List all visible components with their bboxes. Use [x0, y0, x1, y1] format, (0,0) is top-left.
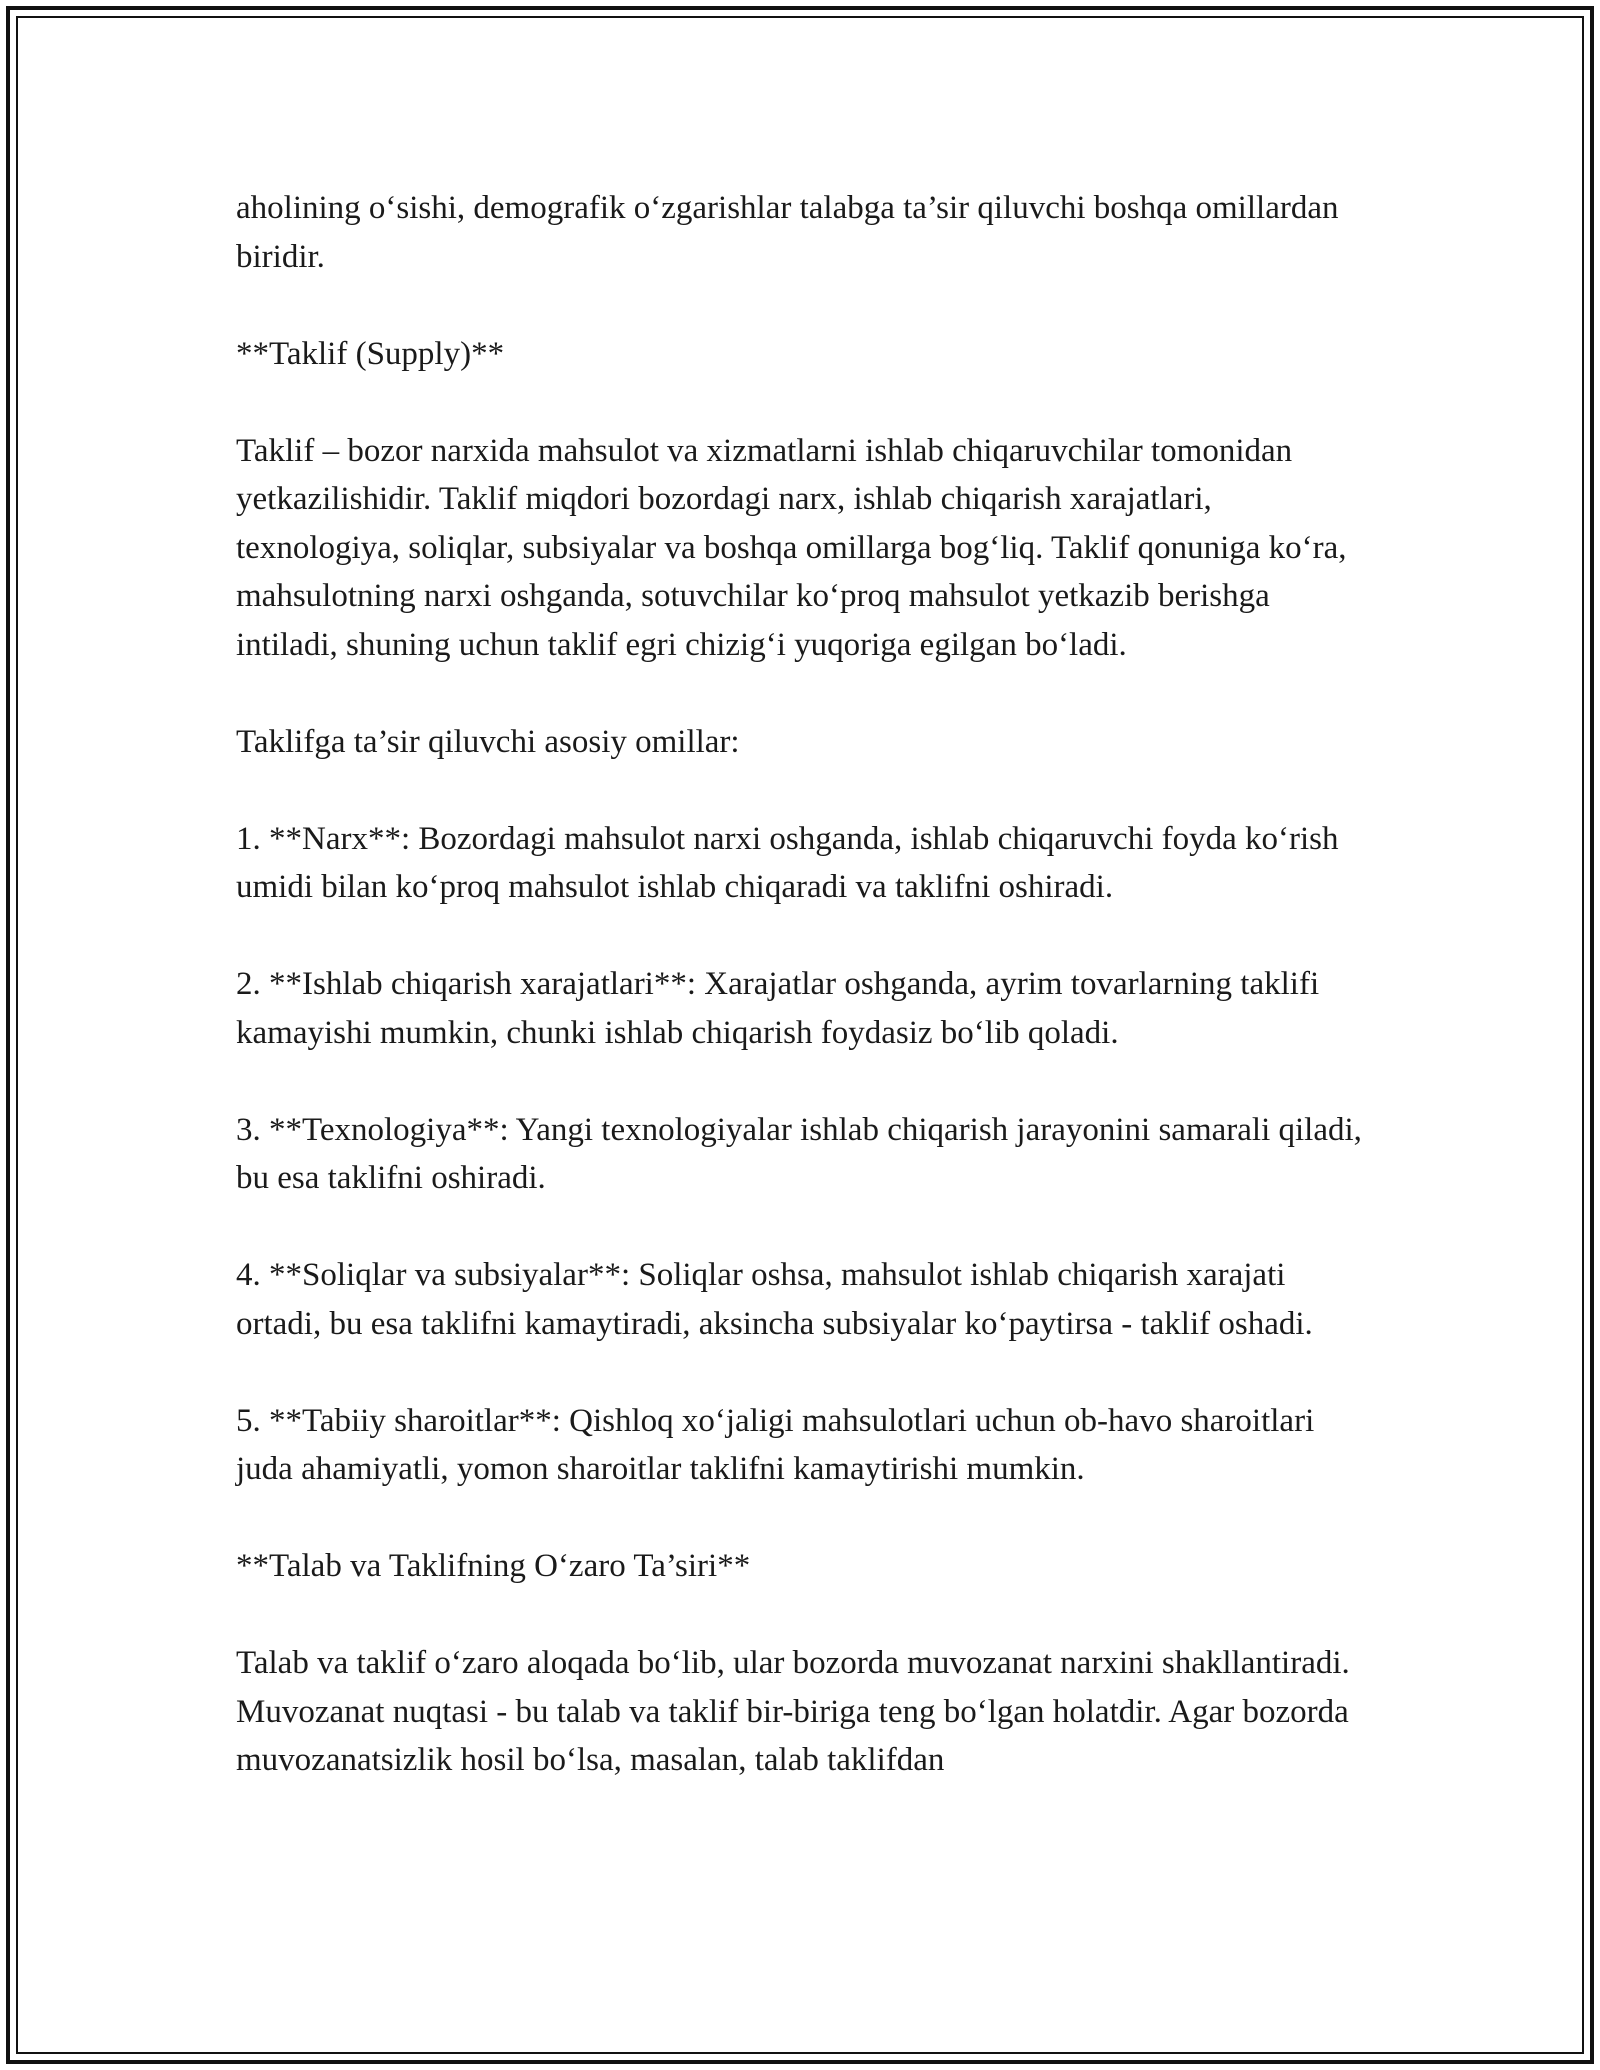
- heading-supply: **Taklif (Supply)**: [236, 335, 505, 372]
- document-body: [236, 184, 1376, 1785]
- paragraph-supply-factors-intro: Taklifga ta’sir qiluvchi asosiy omillar:: [236, 723, 740, 760]
- heading-supply-demand-interaction: **Talab va Taklifning O‘zaro Ta’siri**: [236, 1548, 751, 1584]
- list-item-natural-conditions: 5. **Tabiiy sharoitlar**: Qishloq xo‘jaligi mahsulotlari uchun ob-havo sharoitlari juda ahamiyatli, yomon sharoitlar taklifni kamaytirishi mumkin.: [236, 1402, 1315, 1487]
- list-item-taxes-subsidies: 4. **Soliqlar va subsiyalar**: Soliqlar oshsa, mahsulot ishlab chiqarish xarajati ortadi, bu esa taklifni kamaytiradi, aksincha subsiyalar ko‘paytirsa - taklif oshadi.: [236, 1257, 1313, 1342]
- paragraph-supply-definition: Taklif – bozor narxida mahsulot va xizmatlarni ishlab chiqaruvchilar tomonidan yetkazilishidir. Taklif miqdori bozordagi narx, ishlab chiqarish xarajatlari, texnologiya, soliqlar, subsiyalar va boshqa omillarga bog‘liq. Taklif qonuniga ko‘ra, mahsulotning narxi oshganda, sotuvchilar ko‘proq mahsulot yetkazib berishga intiladi, shuning uchun taklif egri chizig‘i yuqoriga egilgan bo‘ladi.: [236, 432, 1347, 663]
- list-item-technology: 3. **Texnologiya**: Yangi texnologiyalar ishlab chiqarish jarayonini samarali qiladi, bu esa taklifni oshiradi.: [236, 1111, 1362, 1196]
- paragraph-equilibrium: Talab va taklif o‘zaro aloqada bo‘lib, ular bozorda muvozanat narxini shakllantiradi. Muvozanat nuqtasi - bu talab va taklif bir-biriga teng bo‘lgan holatdir. Agar bozorda muvozanatsizlik hosil bo‘lsa, masalan, talab taklifdan: [236, 1645, 1350, 1778]
- list-item-price: 1. **Narx**: Bozordagi mahsulot narxi oshganda, ishlab chiqaruvchi foyda ko‘rish umidi bilan ko‘proq mahsulot ishlab chiqaradi va taklifni oshiradi.: [236, 820, 1339, 905]
- paragraph-population-growth: aholining o‘sishi, demografik o‘zgarishlar talabga ta’sir qiluvchi boshqa omillardan biridir.: [236, 190, 1339, 275]
- list-item-production-costs: 2. **Ishlab chiqarish xarajatlari**: Xarajatlar oshganda, ayrim tovarlarning taklifi kamayishi mumkin, chunki ishlab chiqarish foydasiz bo‘lib qoladi.: [236, 966, 1320, 1051]
